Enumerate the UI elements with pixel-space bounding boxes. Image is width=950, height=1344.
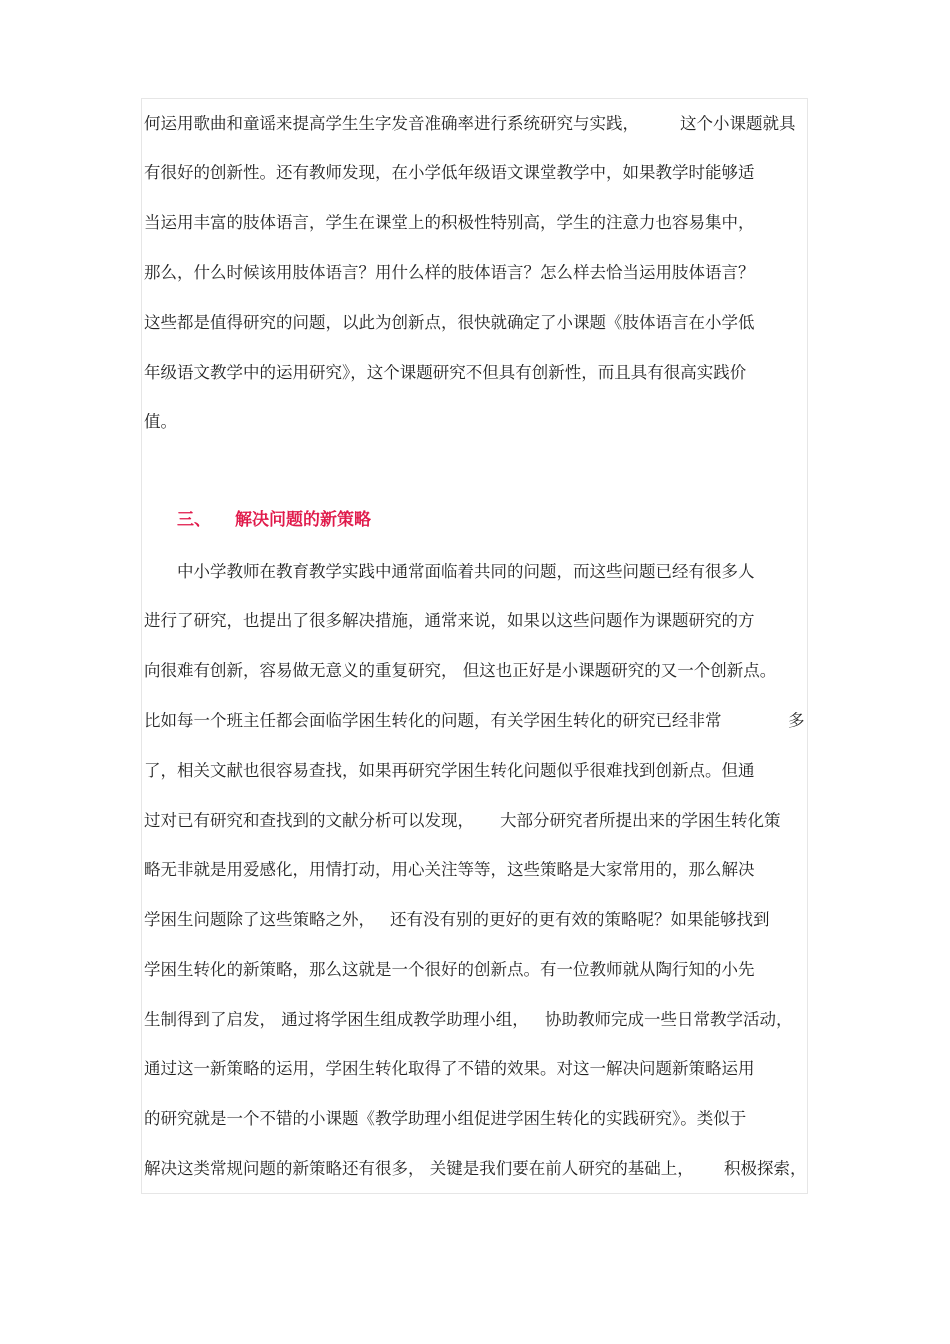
paragraph-line: 向很难有创新，容易做无意义的重复研究， 但这也正好是小课题研究的又一个创新点。 <box>144 661 777 680</box>
paragraph-line: 那么，什么时候该用肢体语言？用什么样的肢体语言？怎么样去恰当运用肢体语言？ <box>144 263 755 282</box>
paragraph-line: 的研究就是一个不错的小课题《教学助理小组促进学困生转化的实践研究》。类似于 <box>144 1109 747 1128</box>
text-segment: 多 <box>788 711 805 730</box>
text-segment: 这个小课题就具 <box>680 114 796 133</box>
text-segment: 协助教师完成一些日常教学活动， <box>545 1010 793 1029</box>
section-title: 解决问题的新策略 <box>235 510 371 530</box>
text-segment: 何运用歌曲和童谣来提高学生生字发音准确率进行系统研究与实践， <box>144 114 639 133</box>
text-segment: 解决这类常规问题的新策略还有很多， 关键是我们要在前人研究的基础上， <box>144 1159 694 1178</box>
paragraph-line: 了，相关文献也很容易查找，如果再研究学困生转化问题似乎很难找到创新点。但通 <box>144 761 755 780</box>
paragraph-line: 值。 <box>144 412 177 431</box>
section-heading <box>177 508 371 532</box>
paragraph-line <box>144 710 805 732</box>
paragraph-line: 略无非就是用爱感化，用情打动，用心关注等等，这些策略是大家常用的，那么解决 <box>144 860 755 879</box>
paragraph-line <box>144 1158 807 1180</box>
paragraph-line <box>144 810 781 832</box>
paragraph-line: 进行了研究，也提出了很多解决措施，通常来说，如果以这些问题作为课题研究的方 <box>144 611 755 630</box>
section-number: 三、 <box>177 510 211 530</box>
text-segment: 大部分研究者所提出来的学困生转化策 <box>500 811 781 830</box>
paragraph-line: 年级语文教学中的运用研究》，这个课题研究不但具有创新性，而且具有很高实践价 <box>144 363 747 382</box>
paragraph-line <box>144 1009 793 1031</box>
paragraph-line: 通过这一新策略的运用，学困生转化取得了不错的效果。对这一解决问题新策略运用 <box>144 1059 755 1078</box>
text-segment: 过对已有研究和查找到的文献分析可以发现， <box>144 811 474 830</box>
paragraph-line: 有很好的创新性。还有教师发现，在小学低年级语文课堂教学中，如果教学时能够适 <box>144 163 755 182</box>
text-segment: 生制得到了启发， 通过将学困生组成教学助理小组， <box>144 1010 529 1029</box>
paragraph-line: 这些都是值得研究的问题，以此为创新点，很快就确定了小课题《肢体语言在小学低 <box>144 313 755 332</box>
paragraph-line <box>144 909 770 931</box>
paragraph-line: 当运用丰富的肢体语言，学生在课堂上的积极性特别高，学生的注意力也容易集中， <box>144 213 755 232</box>
paragraph-line: 中小学教师在教育教学实践中通常面临着共同的问题，而这些问题已经有很多人 <box>177 562 755 581</box>
paragraph-line <box>144 113 796 135</box>
text-segment: 学困生问题除了这些策略之外， <box>144 910 375 929</box>
text-segment: 比如每一个班主任都会面临学困生转化的问题，有关学困生转化的研究已经非常 <box>144 711 722 730</box>
text-segment: 还有没有别的更好的更有效的策略呢？如果能够找到 <box>390 910 770 929</box>
text-segment: 积极探索， <box>724 1159 807 1178</box>
paragraph-line: 学困生转化的新策略，那么这就是一个很好的创新点。有一位教师就从陶行知的小先 <box>144 960 755 979</box>
